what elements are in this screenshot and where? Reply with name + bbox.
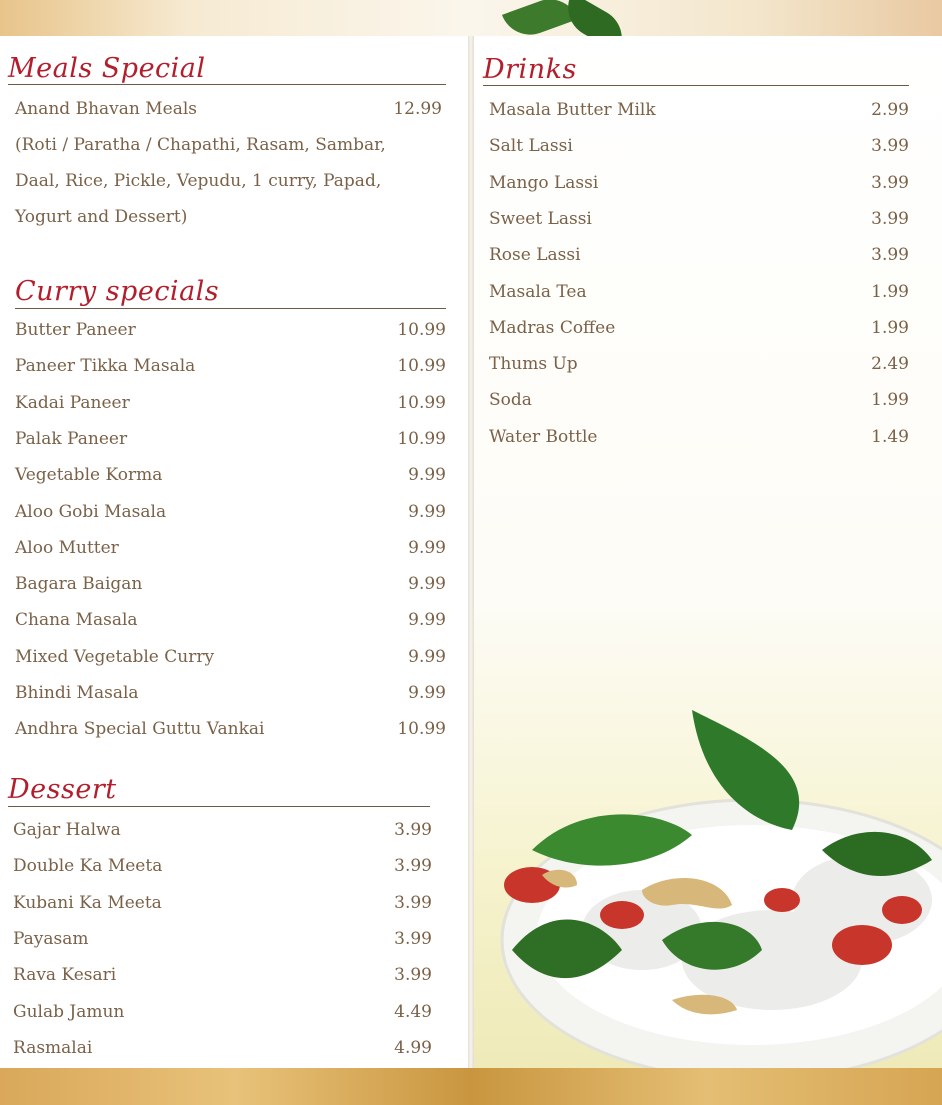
menu-item-price: 9.99: [408, 610, 446, 631]
menu-item-price: 2.99: [871, 100, 909, 120]
menu-item-name: Palak Paneer: [15, 428, 128, 449]
curry-specials-rule: [15, 308, 446, 309]
menu-item-name: Payasam: [13, 928, 89, 949]
menu-item-price: 3.99: [871, 172, 909, 193]
menu-item-price: 3.99: [871, 208, 909, 229]
top-food-photo-band: [0, 0, 942, 36]
menu-item-name: Water Bottle: [489, 426, 598, 447]
menu-item-price: 9.99: [408, 683, 446, 703]
menu-item-price: 3.99: [394, 820, 432, 840]
menu-item-price: 9.99: [408, 574, 446, 595]
menu-item-name: Rava Kesari: [13, 965, 117, 986]
menu-item-price: 9.99: [408, 537, 446, 558]
menu-item-price: 1.99: [871, 390, 909, 411]
menu-item-name: Kubani Ka Meeta: [13, 892, 162, 913]
meals-special-heading: Meals Special: [8, 53, 206, 84]
menu-item-name: Mixed Vegetable Curry: [15, 646, 215, 667]
menu-item-name: Butter Paneer: [15, 320, 136, 340]
menu-item-price: 3.99: [394, 856, 432, 877]
menu-item-name: Bhindi Masala: [15, 683, 139, 703]
menu-item-price: 10.99: [397, 320, 446, 340]
menu-item-name: Salt Lassi: [489, 136, 573, 157]
menu-item-name: Vegetable Korma: [15, 465, 163, 486]
menu-item-price: 9.99: [408, 501, 446, 522]
dessert-heading: Dessert: [8, 774, 117, 805]
menu-item-price: 9.99: [408, 646, 446, 667]
menu-item-price: 1.49: [871, 426, 909, 447]
menu-item-name: Rose Lassi: [489, 245, 581, 266]
meals-special-rule: [8, 84, 446, 85]
menu-item-name: Chana Masala: [15, 610, 138, 631]
menu-item-name: Bagara Baigan: [15, 574, 143, 595]
menu-item-price: 3.99: [394, 892, 432, 913]
drinks-heading: Drinks: [483, 54, 577, 85]
menu-item-name: Thums Up: [489, 354, 578, 375]
dish-photo: [492, 700, 942, 1068]
menu-item-name: Rasmalai: [13, 1037, 93, 1058]
menu-item-price: 3.99: [871, 245, 909, 266]
menu-item-name: Kadai Paneer: [15, 392, 130, 413]
menu-item-price: 12.99: [393, 99, 442, 119]
menu-item-name: Aloo Mutter: [15, 537, 119, 558]
menu-item-price: 2.49: [871, 354, 909, 375]
menu-item-price: 1.99: [871, 317, 909, 338]
menu-item-name: Andhra Special Guttu Vankai: [15, 719, 265, 740]
menu-item-price: 4.99: [394, 1037, 432, 1058]
menu-item-price: 3.99: [394, 928, 432, 949]
menu-item-price: 9.99: [408, 465, 446, 486]
dessert-rule: [8, 806, 430, 807]
menu-item-price: 10.99: [397, 392, 446, 413]
menu-item-name: Masala Tea: [489, 281, 587, 302]
menu-item-name: Aloo Gobi Masala: [15, 501, 167, 522]
menu-item-name: Double Ka Meeta: [13, 856, 163, 877]
menu-item-name: Mango Lassi: [489, 172, 599, 193]
menu-item-name: Gajar Halwa: [13, 820, 121, 840]
menu-item-name: Soda: [489, 390, 532, 411]
menu-item-name: Anand Bhavan Meals: [15, 99, 198, 119]
menu-item-price: 3.99: [394, 965, 432, 986]
menu-item-price: 10.99: [397, 719, 446, 740]
drinks-rule: [483, 85, 909, 86]
menu-item-price: 10.99: [397, 356, 446, 377]
menu-item-price: 4.49: [394, 1001, 432, 1022]
menu-item-price: 3.99: [871, 136, 909, 157]
curry-specials-heading: Curry specials: [15, 276, 220, 307]
menu-item-name: Sweet Lassi: [489, 208, 592, 229]
menu-item-name: Gulab Jamun: [13, 1001, 125, 1022]
menu-item-price: 1.99: [871, 281, 909, 302]
menu-item-name: Madras Coffee: [489, 317, 616, 338]
bottom-food-photo-band: [0, 1068, 942, 1105]
menu-item-name: Masala Butter Milk: [489, 100, 656, 120]
menu-item-price: 10.99: [397, 428, 446, 449]
meals-description: (Roti / Paratha / Chapathi, Rasam, Sambar, Daal, Rice, Pickle, Vepudu, 1 curry, Papad, Yogurt and Dessert): [15, 135, 386, 227]
menu-item-name: Paneer Tikka Masala: [15, 356, 196, 377]
